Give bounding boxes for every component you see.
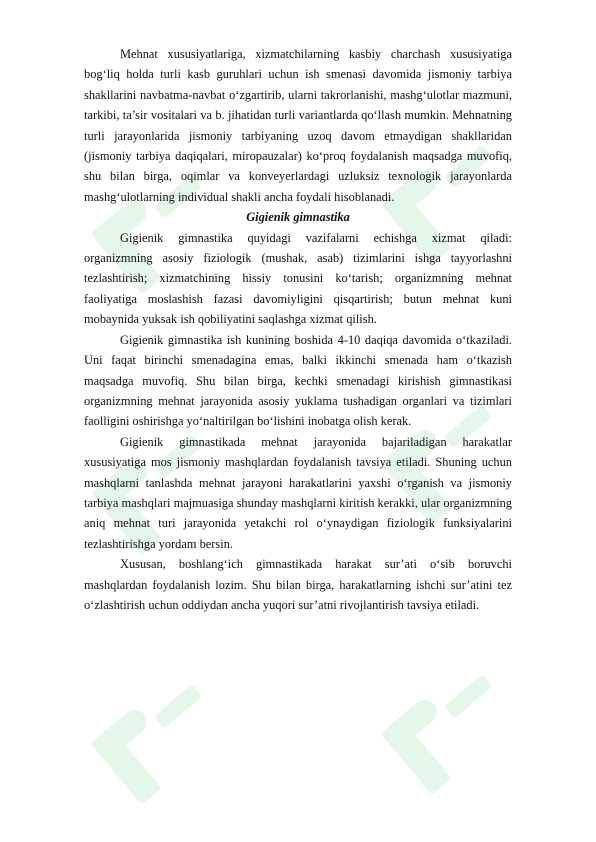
section-heading: Gigienik gimnastika [246, 210, 350, 225]
pdf-watermark-icon [360, 640, 530, 810]
paragraph: Gigienik gimnastika ish kunining boshida 4-10 daqiqa davomida o‘tkaziladi. Uni faqat birinchi smenadagina emas, balki ikkinchi smenada ham o‘tkazish maqsadga muvofiq. Shu bilan birga, kechki smenadagi kirishish gimnastikasi organizmning mehnat jarayonida asosiy yuklama tushadigan organlari va tizimlari faolligini oshirishga yo‘naltirilgan bo‘lishini inobatga olish kerak. [84, 332, 512, 429]
paragraph: Gigienik gimnastika quyidagi vazifalarni echishga xizmat qiladi: organizmning asosiy fiziologik (mushak, asab) tizimlarini ishga tayyorlashni tezlashtirish; xizmatchining hissiy tonusini ko‘tarish; organizmning mehnat faoliyatiga moslashish fazasi davomiyligini qisqartirish; butun mehnat kuni mobaynida yuksak ish qobiliyatini saqlashga xizmat qilish. [84, 230, 512, 327]
document-body [84, 44, 512, 615]
paragraph: Mehnat xususiyatlariga, xizmatchilarning kasbiy charchash xususiyatiga bog‘liq holda turli kasb guruhlari uchun ish smenasi davomida jismoniy tarbiya shakllarini navbatma-navbat o‘zgartirib, ularni takrorlanishi, mashg‘ulotlar mazmuni, tarkibi, ta’sir vositalari va b. jihatidan turli variantlarda qo‘llash mumkin. Mehnatning turli jarayonlarida jismoniy tarbiyaning uzoq davom etmaydigan shakllaridan (jismoniy tarbiya daqiqalari, miropauzalar) ko‘proq foydalanish maqsadga muvofiq, shu bilan birga, oqimlar va konveyerlardagi uzluksiz texnologik jarayonlarda mashg‘ulotlarning individual shakli ancha foydali hisoblanadi. [84, 47, 512, 204]
paragraph: Gigienik gimnastikada mehnat jarayonida bajariladigan harakatlar xususiyatiga mos jismoniy mashqlardan foydalanish tavsiya etiladi. Shuning uchun mashqlarni tanlashda mehnat jarayoni harakatlarini yaxshi o‘rganish va jismoniy tarbiya mashqlari majmuasiga shunday mashqlarni kiritish kerakki, ular organizmning aniq mehnat turi jarayonida yetakchi rol o‘ynaydigan fiziologik funksiyalarini tezlashtirishga yordam bersin. [84, 434, 512, 551]
pdf-watermark-icon [70, 650, 240, 820]
paragraph: Xususan, boshlang‘ich gimnastikada harakat sur’ati o‘sib boruvchi mashqlardan foydalanish lozim. Shu bilan birga, harakatlarning ishchi sur’atini tez o‘zlashtirish uchun oddiydan ancha yuqori sur’atni rivojlantirish tavsiya etiladi. [84, 557, 512, 612]
